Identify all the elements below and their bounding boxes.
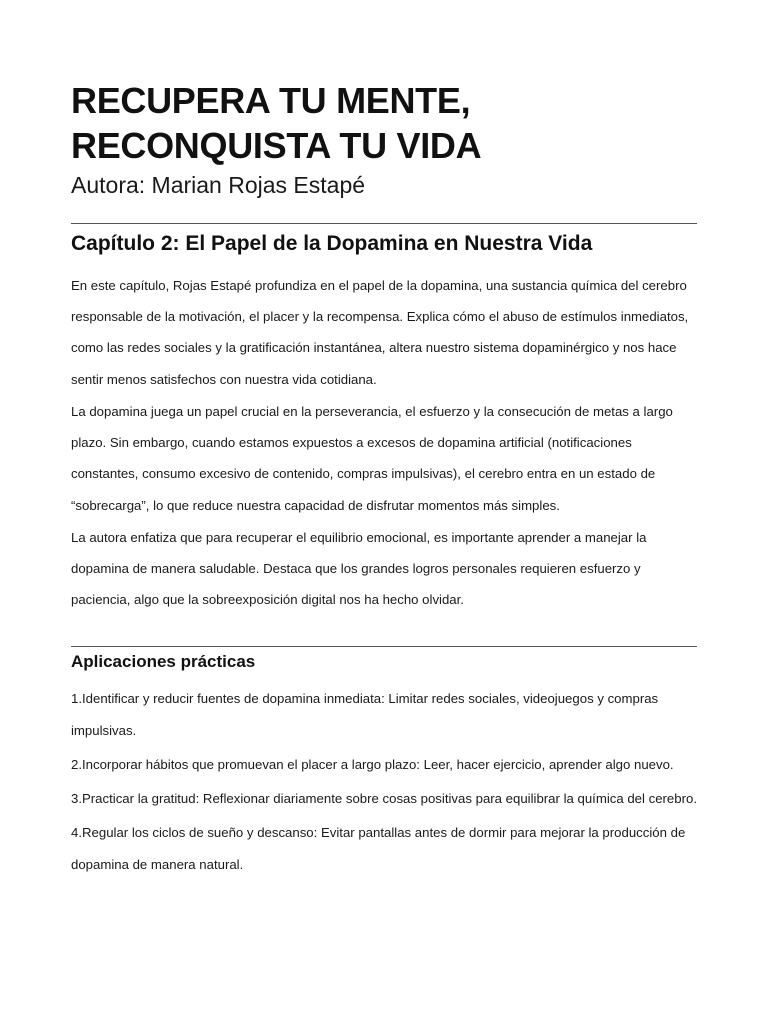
chapter-paragraph-1: En este capítulo, Rojas Estapé profundiza en el papel de la dopamina, una sustancia química del cerebro responsable de la motivación, el placer y la recompensa. Explica cómo el abuso de estímulos inmediatos, como las redes sociales y la gratificación instantánea, altera nuestro sistema dopaminérgico y nos hace sentir menos satisfechos con nuestra vida cotidiana.: [71, 278, 689, 387]
list-item: 1.Identificar y reducir fuentes de dopamina inmediata: Limitar redes sociales, videojuegos y compras impulsivas.: [71, 691, 659, 738]
book-title-line-1: RECUPERA TU MENTE,: [71, 80, 471, 121]
divider-top: [71, 223, 697, 224]
applications-list: [71, 683, 697, 883]
chapter-paragraph-3: La autora enfatiza que para recuperar el equilibrio emocional, es importante aprender a manejar la dopamina de manera saludable. Destaca que los grandes logros personales requieren esfuerzo y paciencia, algo que la sobreexposición digital nos ha hecho olvidar.: [71, 530, 647, 608]
applications-title: Aplicaciones prácticas: [71, 652, 256, 671]
divider-section: [71, 646, 697, 647]
list-item: 4.Regular los ciclos de sueño y descanso: Evitar pantallas antes de dormir para mejorar la producción de dopamina de manera natural.: [71, 825, 686, 872]
list-item: 3.Practicar la gratitud: Reflexionar diariamente sobre cosas positivas para equilibrar la química del cerebro.: [71, 791, 697, 806]
list-item: 2.Incorporar hábitos que promuevan el placer a largo plazo: Leer, hacer ejercicio, aprender algo nuevo.: [71, 757, 674, 772]
chapter-paragraph-2: La dopamina juega un papel crucial en la perseverancia, el esfuerzo y la consecución de metas a largo plazo. Sin embargo, cuando estamos expuestos a excesos de dopamina artificial (notificaciones constantes, consumo excesivo de contenido, compras impulsivas), el cerebro entra en un estado de “sobrecarga”, lo que reduce nuestra capacidad de disfrutar momentos más simples.: [71, 404, 673, 513]
chapter-title: Capítulo 2: El Papel de la Dopamina en Nuestra Vida: [71, 232, 593, 255]
book-title: [71, 78, 697, 168]
book-author: Autora: Marian Rojas Estapé: [71, 172, 366, 198]
book-title-line-2: RECONQUISTA TU VIDA: [71, 125, 482, 166]
